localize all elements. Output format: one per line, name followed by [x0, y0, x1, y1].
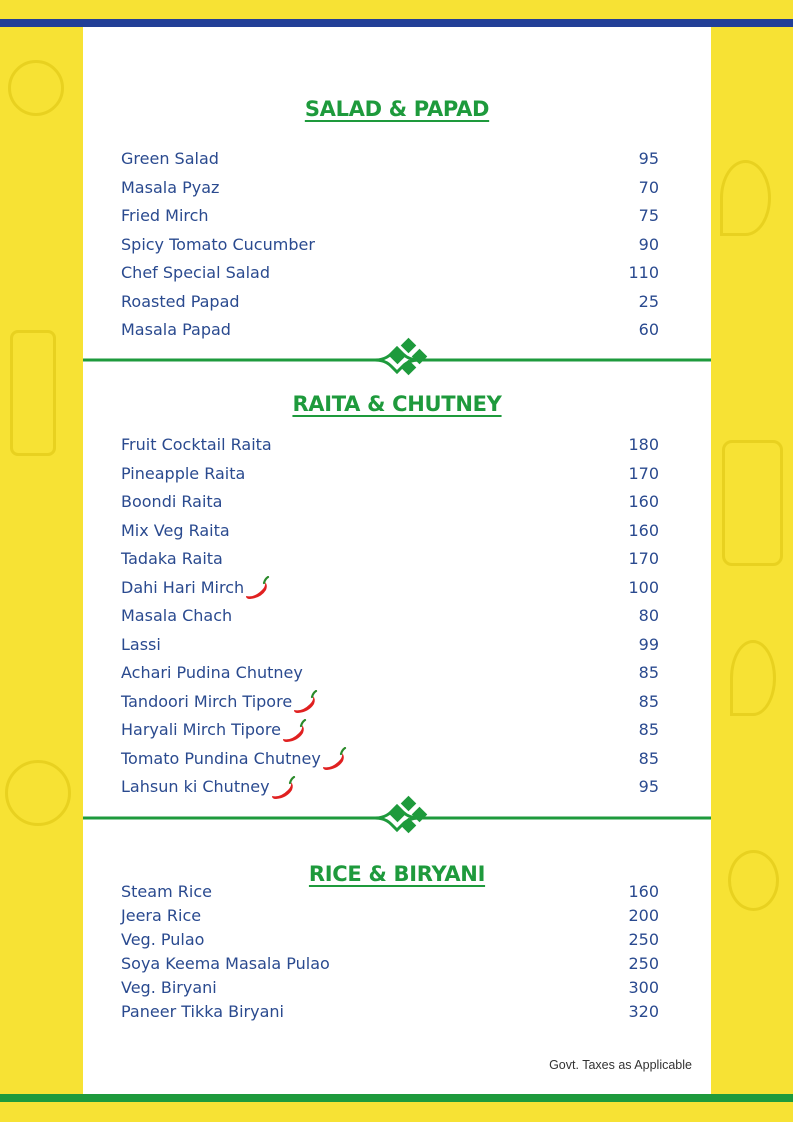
menu-item-name	[121, 976, 217, 1000]
menu-item-name	[121, 574, 270, 603]
menu-item-name	[121, 145, 219, 174]
menu-item-name	[121, 602, 232, 631]
menu-item-name	[121, 460, 245, 489]
menu-item-price: 160	[628, 520, 659, 540]
menu-item-row	[121, 202, 659, 231]
section-divider	[83, 335, 711, 385]
menu-item-price: 90	[638, 234, 659, 254]
top-border-bar	[0, 19, 793, 27]
menu-item-price: 300	[628, 978, 659, 997]
menu-item-row	[121, 574, 659, 603]
menu-item-price: 85	[638, 748, 659, 768]
menu-item-price: 85	[638, 691, 659, 711]
menu-item-row	[121, 688, 659, 717]
menu-item-row	[121, 431, 659, 460]
menu-item-name	[121, 880, 212, 904]
menu-item-row	[121, 745, 659, 774]
menu-item-name-text: Jeera Rice	[121, 906, 202, 925]
menu-item-price: 60	[638, 320, 659, 339]
menu-item-name	[121, 431, 272, 460]
menu-item-price: 85	[638, 663, 659, 682]
menu-item-row	[121, 545, 659, 574]
menu-item-price: 250	[628, 930, 659, 949]
section-title-raita: RAITA & CHUTNEY	[292, 392, 502, 416]
menu-item-row	[121, 659, 659, 688]
menu-item-row	[121, 259, 659, 288]
menu-item-row	[121, 288, 659, 317]
menu-item-price: 160	[628, 492, 659, 511]
chili-pepper-icon	[244, 576, 270, 600]
menu-item-name	[121, 631, 161, 660]
menu-item-price: 170	[628, 549, 659, 568]
menu-item-row	[121, 928, 659, 952]
menu-item-row	[121, 145, 659, 174]
menu-item-row	[121, 880, 659, 904]
section-title-salad: SALAD & PAPAD	[304, 97, 490, 121]
menu-item-name-text: Masala Chach	[121, 606, 233, 625]
menu-item-row	[121, 1000, 659, 1024]
chili-pepper-icon	[292, 690, 318, 714]
background-doodle	[10, 330, 56, 456]
background-doodle	[728, 850, 779, 911]
menu-item-name-text: Mix Veg Raita	[121, 520, 230, 540]
background-doodle	[8, 60, 64, 116]
menu-item-row	[121, 976, 659, 1000]
menu-item-name-text: Tomato Pundina Chutney	[121, 748, 321, 768]
menu-item-row	[121, 602, 659, 631]
menu-item-name	[121, 545, 223, 574]
menu-item-name	[121, 202, 209, 231]
menu-item-price: 320	[628, 1002, 659, 1021]
menu-item-name-text: Fried Mirch	[121, 206, 209, 225]
menu-item-row	[121, 517, 659, 546]
menu-item-price: 80	[638, 606, 659, 625]
menu-item-price: 99	[638, 634, 659, 654]
menu-item-name-text: Lassi	[121, 634, 161, 654]
menu-item-name-text: Haryali Mirch Tipore	[121, 720, 281, 739]
chili-pepper-icon	[321, 747, 347, 771]
menu-item-price: 85	[638, 720, 659, 739]
item-list-salad	[121, 145, 659, 345]
menu-item-name-text: Chef Special Salad	[121, 263, 270, 282]
menu-item-name	[121, 745, 347, 774]
menu-item-name	[121, 488, 222, 517]
menu-item-row	[121, 631, 659, 660]
menu-item-name-text: Green Salad	[121, 149, 219, 168]
menu-item-price: 100	[628, 577, 659, 597]
menu-item-name-text: Masala Pyaz	[121, 177, 220, 197]
menu-item-name-text: Soya Keema Masala Pulao	[121, 954, 330, 973]
chili-pepper-icon	[281, 719, 307, 743]
menu-item-name-text: Fruit Cocktail Raita	[121, 435, 272, 454]
menu-item-name-text: Pineapple Raita	[121, 463, 246, 483]
menu-item-name-text: Achari Pudina Chutney	[121, 663, 303, 682]
menu-item-price: 75	[638, 206, 659, 225]
menu-item-name-text: Tadaka Raita	[121, 549, 223, 568]
menu-item-name-text: Roasted Papad	[121, 291, 240, 311]
menu-item-price: 250	[628, 954, 659, 973]
menu-page	[83, 27, 711, 1094]
menu-item-name	[121, 517, 230, 546]
background-doodle	[5, 760, 71, 826]
menu-item-name	[121, 288, 240, 317]
menu-item-price: 200	[628, 906, 659, 925]
menu-item-name-text: Lahsun ki Chutney	[121, 777, 270, 796]
menu-item-price: 170	[628, 463, 659, 483]
menu-item-name	[121, 1000, 284, 1024]
menu-item-price: 95	[638, 149, 659, 168]
section-divider	[83, 793, 711, 843]
menu-item-price: 160	[628, 882, 659, 901]
menu-item-name	[121, 928, 204, 952]
menu-item-row	[121, 716, 659, 745]
menu-item-row	[121, 174, 659, 203]
menu-item-name	[121, 174, 219, 203]
menu-item-price: 180	[628, 435, 659, 454]
menu-item-name-text: Steam Rice	[121, 882, 212, 901]
menu-item-name-text: Paneer Tikka Biryani	[121, 1002, 284, 1021]
bottom-border-bar	[0, 1094, 793, 1102]
item-list-raita	[121, 431, 659, 802]
menu-item-name	[121, 904, 201, 928]
menu-item-price: 25	[638, 291, 659, 311]
background-doodle	[730, 640, 776, 716]
menu-item-row	[121, 460, 659, 489]
menu-item-price: 95	[638, 777, 659, 796]
menu-item-row	[121, 488, 659, 517]
section-title-rice: RICE & BIRYANI	[308, 862, 486, 886]
menu-item-name-text: Tandoori Mirch Tipore	[121, 691, 293, 711]
menu-item-name-text: Masala Papad	[121, 320, 231, 339]
menu-item-name	[121, 952, 330, 976]
background-doodle	[722, 440, 783, 566]
menu-item-name	[121, 659, 303, 688]
menu-item-name-text: Boondi Raita	[121, 492, 223, 511]
menu-item-price: 70	[638, 177, 659, 197]
background-doodle	[720, 160, 771, 236]
menu-item-row	[121, 904, 659, 928]
menu-item-name	[121, 231, 315, 260]
menu-item-price: 110	[628, 263, 659, 282]
menu-item-name-text: Veg. Biryani	[121, 978, 217, 997]
menu-item-row	[121, 231, 659, 260]
menu-item-name-text: Dahi Hari Mirch	[121, 577, 245, 597]
menu-item-name	[121, 688, 318, 717]
menu-item-name	[121, 259, 270, 288]
menu-item-name-text: Spicy Tomato Cucumber	[121, 234, 315, 254]
menu-item-name-text: Veg. Pulao	[121, 930, 205, 949]
menu-item-row	[121, 952, 659, 976]
menu-item-name	[121, 716, 307, 745]
item-list-rice	[121, 880, 659, 1024]
tax-footnote: Govt. Taxes as Applicable	[549, 1058, 692, 1072]
